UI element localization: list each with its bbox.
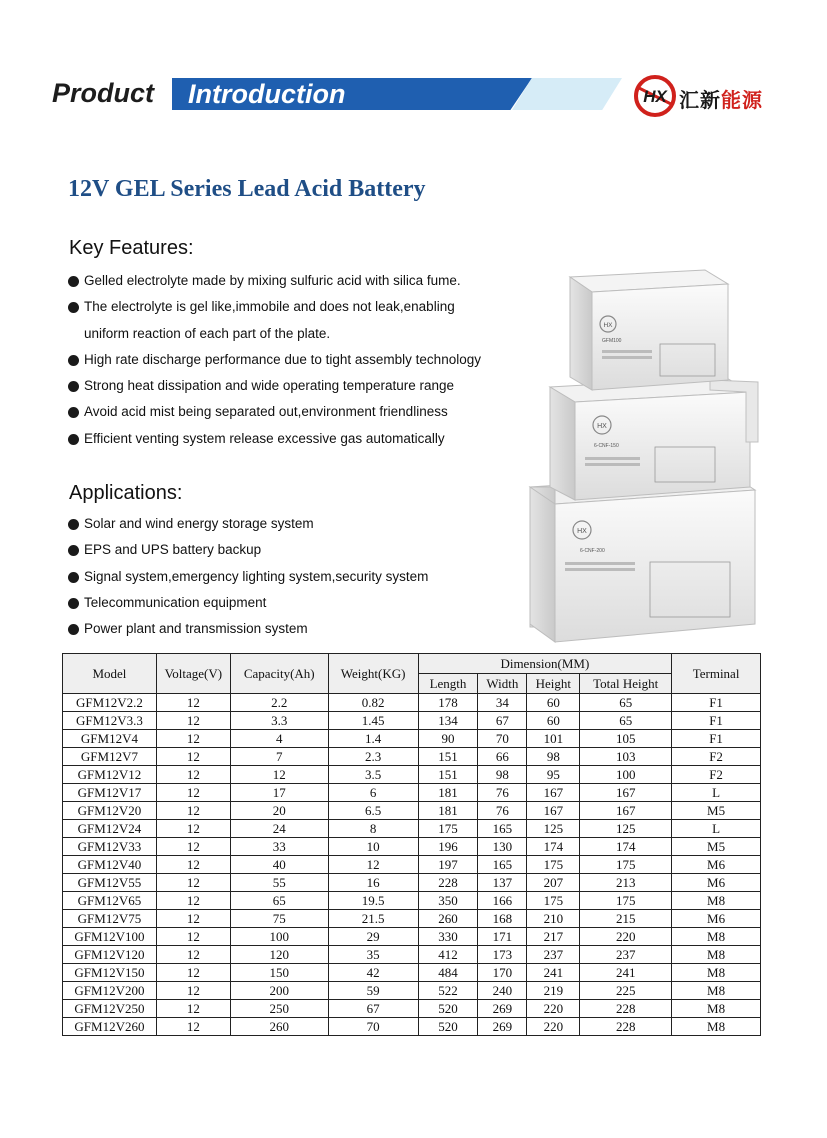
table-cell: GFM12V33 — [63, 838, 157, 856]
table-cell: 134 — [418, 712, 478, 730]
table-cell: 167 — [580, 802, 672, 820]
bullet-icon — [68, 598, 79, 609]
battery-top — [570, 270, 728, 390]
table-cell: 228 — [418, 874, 478, 892]
table-cell: 151 — [418, 748, 478, 766]
table-cell: 165 — [478, 820, 527, 838]
table-row — [63, 910, 761, 928]
table-cell: 34 — [478, 694, 527, 712]
table-cell: 12 — [156, 946, 230, 964]
table-cell: 8 — [328, 820, 418, 838]
table-cell: GFM12V75 — [63, 910, 157, 928]
table-cell: GFM12V3.3 — [63, 712, 157, 730]
table-cell: 12 — [156, 892, 230, 910]
table-cell: 65 — [580, 694, 672, 712]
table-cell: 20 — [230, 802, 328, 820]
table-cell: 29 — [328, 928, 418, 946]
table-cell: 12 — [156, 694, 230, 712]
table-cell: 70 — [328, 1018, 418, 1036]
list-item: Gelled electrolyte made by mixing sulfuric acid with silica fume. — [68, 268, 481, 294]
header-model: Model — [63, 654, 157, 694]
table-cell: 66 — [478, 748, 527, 766]
header-capacity: Capacity(Ah) — [230, 654, 328, 694]
list-item: Telecommunication equipment — [68, 590, 428, 616]
table-cell: 269 — [478, 1018, 527, 1036]
table-cell: 522 — [418, 982, 478, 1000]
page-title: 12V GEL Series Lead Acid Battery — [68, 176, 426, 202]
svg-text:HX: HX — [603, 322, 613, 329]
key-features-heading: Key Features: — [69, 237, 194, 259]
header-weight: Weight(KG) — [328, 654, 418, 694]
table-cell: GFM12V4 — [63, 730, 157, 748]
table-cell: M8 — [672, 928, 761, 946]
table-cell: 12 — [156, 1018, 230, 1036]
table-row — [63, 838, 761, 856]
table-cell: 197 — [418, 856, 478, 874]
table-cell: 2.2 — [230, 694, 328, 712]
header-total-height: Total Height — [580, 674, 672, 694]
table-cell: M8 — [672, 964, 761, 982]
table-cell: 181 — [418, 784, 478, 802]
applications-list — [68, 511, 428, 642]
list-item: Efficient venting system release excessive gas automatically — [68, 426, 481, 452]
table-cell: M5 — [672, 802, 761, 820]
table-cell: 175 — [527, 856, 580, 874]
battery-spec-table — [62, 653, 761, 1036]
table-cell: GFM12V150 — [63, 964, 157, 982]
table-cell: F2 — [672, 766, 761, 784]
table-cell: 125 — [580, 820, 672, 838]
table-cell: 60 — [527, 712, 580, 730]
table-cell: 174 — [527, 838, 580, 856]
table-cell: 175 — [418, 820, 478, 838]
table-cell: 220 — [580, 928, 672, 946]
table-cell: 6 — [328, 784, 418, 802]
bullet-icon — [68, 302, 79, 313]
table-cell: 12 — [156, 820, 230, 838]
table-cell: 100 — [580, 766, 672, 784]
svg-text:HX: HX — [577, 528, 587, 535]
table-cell: M8 — [672, 892, 761, 910]
table-cell: 4 — [230, 730, 328, 748]
list-item: Strong heat dissipation and wide operating temperature range — [68, 373, 481, 399]
header-banner — [0, 70, 827, 120]
list-item: High rate discharge performance due to tight assembly technology — [68, 347, 481, 373]
table-cell: 12 — [156, 766, 230, 784]
table-cell: 12 — [156, 784, 230, 802]
table-cell: 76 — [478, 784, 527, 802]
bullet-icon — [68, 624, 79, 635]
table-cell: F1 — [672, 694, 761, 712]
table-cell: 21.5 — [328, 910, 418, 928]
table-cell: 260 — [418, 910, 478, 928]
table-cell: GFM12V65 — [63, 892, 157, 910]
banner-introduction-text: Introduction — [188, 79, 346, 109]
table-cell: 207 — [527, 874, 580, 892]
table-cell: 196 — [418, 838, 478, 856]
table-cell: F1 — [672, 712, 761, 730]
table-cell: 12 — [156, 928, 230, 946]
table-cell: 12 — [156, 838, 230, 856]
table-cell: 217 — [527, 928, 580, 946]
table-cell: 168 — [478, 910, 527, 928]
table-cell: 220 — [527, 1000, 580, 1018]
table-cell: M8 — [672, 1000, 761, 1018]
table-cell: 17 — [230, 784, 328, 802]
table-cell: 250 — [230, 1000, 328, 1018]
table-cell: 178 — [418, 694, 478, 712]
applications-heading: Applications: — [69, 482, 183, 504]
table-cell: GFM12V200 — [63, 982, 157, 1000]
table-cell: M8 — [672, 1018, 761, 1036]
table-cell: 175 — [580, 892, 672, 910]
table-row — [63, 784, 761, 802]
table-cell: 165 — [478, 856, 527, 874]
table-cell: 35 — [328, 946, 418, 964]
header-length: Length — [418, 674, 478, 694]
table-cell: GFM12V40 — [63, 856, 157, 874]
table-cell: GFM12V120 — [63, 946, 157, 964]
table-cell: 98 — [478, 766, 527, 784]
table-cell: 12 — [156, 1000, 230, 1018]
table-cell: 12 — [156, 712, 230, 730]
battery-middle — [550, 377, 758, 500]
table-cell: 167 — [527, 802, 580, 820]
table-cell: 67 — [478, 712, 527, 730]
header-dimension: Dimension(MM) — [418, 654, 672, 674]
table-cell: 484 — [418, 964, 478, 982]
table-row — [63, 766, 761, 784]
bullet-icon — [68, 381, 79, 392]
header-height: Height — [527, 674, 580, 694]
table-cell: 240 — [478, 982, 527, 1000]
table-cell: 181 — [418, 802, 478, 820]
table-cell: 65 — [230, 892, 328, 910]
table-cell: 171 — [478, 928, 527, 946]
table-cell: GFM12V17 — [63, 784, 157, 802]
table-cell: 6.5 — [328, 802, 418, 820]
table-cell: GFM12V7 — [63, 748, 157, 766]
table-row — [63, 946, 761, 964]
table-cell: 175 — [527, 892, 580, 910]
table-cell: 24 — [230, 820, 328, 838]
table-row — [63, 964, 761, 982]
table-cell: 33 — [230, 838, 328, 856]
table-cell: 269 — [478, 1000, 527, 1018]
banner-product-text: Product — [52, 78, 155, 108]
table-cell: 19.5 — [328, 892, 418, 910]
table-cell: 67 — [328, 1000, 418, 1018]
list-item: Power plant and transmission system — [68, 616, 428, 642]
table-cell: 70 — [478, 730, 527, 748]
table-cell: L — [672, 784, 761, 802]
table-cell: 60 — [527, 694, 580, 712]
list-item: EPS and UPS battery backup — [68, 537, 428, 563]
table-cell: 228 — [580, 1018, 672, 1036]
table-cell: 10 — [328, 838, 418, 856]
table-cell: 170 — [478, 964, 527, 982]
table-cell: 173 — [478, 946, 527, 964]
list-item: Avoid acid mist being separated out,environment friendliness — [68, 399, 481, 425]
table-row — [63, 982, 761, 1000]
svg-text:6-CNF-200: 6-CNF-200 — [580, 548, 605, 554]
table-cell: 520 — [418, 1018, 478, 1036]
table-cell: 40 — [230, 856, 328, 874]
table-cell: 1.45 — [328, 712, 418, 730]
table-cell: 412 — [418, 946, 478, 964]
table-cell: GFM12V250 — [63, 1000, 157, 1018]
table-cell: GFM12V260 — [63, 1018, 157, 1036]
table-cell: F1 — [672, 730, 761, 748]
table-cell: F2 — [672, 748, 761, 766]
table-cell: M6 — [672, 910, 761, 928]
table-cell: 151 — [418, 766, 478, 784]
table-cell: M8 — [672, 946, 761, 964]
table-row — [63, 820, 761, 838]
table-cell: 260 — [230, 1018, 328, 1036]
table-row — [63, 856, 761, 874]
table-cell: 12 — [156, 730, 230, 748]
table-cell: 76 — [478, 802, 527, 820]
table-cell: M6 — [672, 856, 761, 874]
table-cell: GFM12V12 — [63, 766, 157, 784]
header-voltage: Voltage(V) — [156, 654, 230, 694]
table-row — [63, 748, 761, 766]
table-cell: 200 — [230, 982, 328, 1000]
table-cell: 90 — [418, 730, 478, 748]
table-cell: 174 — [580, 838, 672, 856]
table-cell: 12 — [230, 766, 328, 784]
table-cell: 75 — [230, 910, 328, 928]
table-cell: 59 — [328, 982, 418, 1000]
table-cell: 350 — [418, 892, 478, 910]
bullet-icon — [68, 276, 79, 287]
table-row — [63, 712, 761, 730]
bullet-icon — [68, 519, 79, 530]
table-cell: 225 — [580, 982, 672, 1000]
table-cell: 101 — [527, 730, 580, 748]
svg-text:GFM100: GFM100 — [602, 338, 622, 344]
table-cell: 95 — [527, 766, 580, 784]
table-cell: 12 — [156, 964, 230, 982]
table-cell: 105 — [580, 730, 672, 748]
table-cell: 55 — [230, 874, 328, 892]
table-cell: GFM12V24 — [63, 820, 157, 838]
list-item: uniform reaction of each part of the plate. — [84, 325, 331, 341]
battery-product-image — [510, 262, 780, 652]
table-row — [63, 1018, 761, 1036]
table-cell: 219 — [527, 982, 580, 1000]
table-cell: 137 — [478, 874, 527, 892]
table-cell: 2.3 — [328, 748, 418, 766]
table-cell: 237 — [580, 946, 672, 964]
table-cell: 167 — [527, 784, 580, 802]
table-cell: 167 — [580, 784, 672, 802]
table-cell: 215 — [580, 910, 672, 928]
table-cell: 12 — [156, 748, 230, 766]
hx-logo-icon — [633, 74, 677, 118]
list-item: Solar and wind energy storage system — [68, 511, 428, 537]
table-cell: 16 — [328, 874, 418, 892]
table-cell: GFM12V20 — [63, 802, 157, 820]
table-cell: 213 — [580, 874, 672, 892]
table-row — [63, 892, 761, 910]
bullet-icon — [68, 355, 79, 366]
header-terminal: Terminal — [672, 654, 761, 694]
table-cell: 130 — [478, 838, 527, 856]
table-cell: 241 — [580, 964, 672, 982]
table-cell: 12 — [328, 856, 418, 874]
svg-text:HX: HX — [597, 423, 607, 430]
bullet-icon — [68, 545, 79, 556]
company-logo — [633, 72, 783, 118]
table-cell: 125 — [527, 820, 580, 838]
table-cell: 150 — [230, 964, 328, 982]
table-cell: 12 — [156, 982, 230, 1000]
table-cell: GFM12V55 — [63, 874, 157, 892]
logo-chinese-text: 汇新能源 — [679, 88, 763, 112]
table-cell: 12 — [156, 856, 230, 874]
table-cell: 220 — [527, 1018, 580, 1036]
table-row — [63, 1000, 761, 1018]
table-cell: 228 — [580, 1000, 672, 1018]
table-cell: 210 — [527, 910, 580, 928]
table-cell: 42 — [328, 964, 418, 982]
list-item: Signal system,emergency lighting system,security system — [68, 564, 428, 590]
list-item: The electrolyte is gel like,immobile and does not leak,enabling — [68, 294, 481, 320]
table-cell: 166 — [478, 892, 527, 910]
table-cell: 120 — [230, 946, 328, 964]
table-row — [63, 874, 761, 892]
table-cell: 241 — [527, 964, 580, 982]
bullet-icon — [68, 434, 79, 445]
table-cell: 12 — [156, 910, 230, 928]
table-cell: 520 — [418, 1000, 478, 1018]
key-features-list — [68, 268, 481, 452]
table-cell: M8 — [672, 982, 761, 1000]
table-cell: 0.82 — [328, 694, 418, 712]
table-row — [63, 802, 761, 820]
table-row — [63, 694, 761, 712]
battery-bottom — [530, 474, 755, 642]
table-cell: 65 — [580, 712, 672, 730]
header-width: Width — [478, 674, 527, 694]
table-cell: L — [672, 820, 761, 838]
bullet-icon — [68, 572, 79, 583]
bullet-icon — [68, 407, 79, 418]
table-cell: M6 — [672, 874, 761, 892]
table-cell: 3.5 — [328, 766, 418, 784]
table-cell: 12 — [156, 802, 230, 820]
table-cell: 103 — [580, 748, 672, 766]
table-cell: 100 — [230, 928, 328, 946]
svg-text:HX: HX — [643, 87, 667, 106]
table-cell: 12 — [156, 874, 230, 892]
svg-text:6-CNF-150: 6-CNF-150 — [594, 443, 619, 449]
table-cell: GFM12V100 — [63, 928, 157, 946]
table-body — [63, 694, 761, 1036]
table-cell: 7 — [230, 748, 328, 766]
table-cell: 237 — [527, 946, 580, 964]
table-cell: M5 — [672, 838, 761, 856]
table-cell: 330 — [418, 928, 478, 946]
table-cell: 98 — [527, 748, 580, 766]
table-cell: 3.3 — [230, 712, 328, 730]
table-cell: GFM12V2.2 — [63, 694, 157, 712]
table-cell: 1.4 — [328, 730, 418, 748]
table-row — [63, 730, 761, 748]
table-row — [63, 928, 761, 946]
table-cell: 175 — [580, 856, 672, 874]
